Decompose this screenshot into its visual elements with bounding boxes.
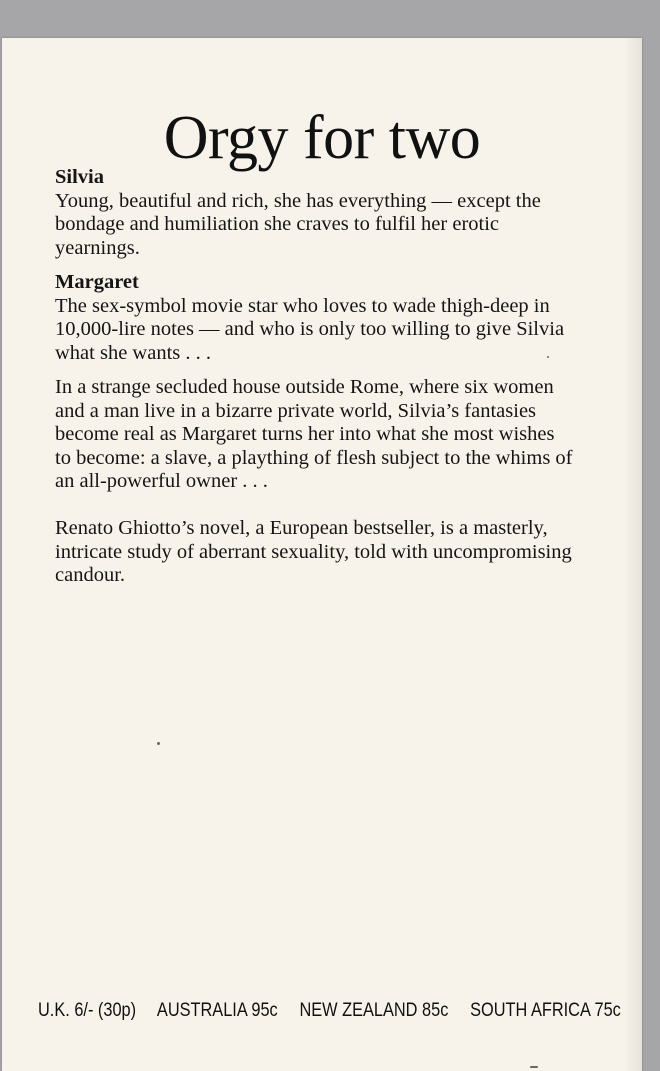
price-list [38, 1000, 621, 1022]
blurb-section-margaret [55, 271, 575, 365]
section-text-silvia: Young, beautiful and rich, she has everything — except the bondage and humiliation she craves to fulfil her erotic yearnings. [55, 189, 541, 259]
blurb-section-silvia [55, 166, 575, 260]
blurb-section-ghiotto [55, 517, 575, 588]
section-text-rome: In a strange secluded house outside Rome, where six women and a man live in a bizarre private world, Silvia’s fantasies become real as Margaret turns her into what she most wishes to become: a slave, a plaything of flesh subject to the whims of an all-powerful owner . . . [55, 376, 573, 492]
price-new-zealand: NEW ZEALAND 85c [299, 1000, 449, 1021]
section-heading-margaret: Margaret [55, 271, 139, 293]
paper-speck [547, 356, 549, 358]
section-text-ghiotto: Renato Ghiotto’s novel, a European bestseller, is a masterly, intricate study of aberrant sexuality, told with uncompromising candour. [55, 517, 572, 586]
section-heading-silvia: Silvia [55, 166, 104, 188]
paper-speck [530, 1066, 538, 1068]
cover-edge-shadow [624, 38, 642, 1071]
paper-speck [157, 742, 160, 745]
price-australia: AUSTRALIA 95c [156, 1000, 278, 1021]
book-back-cover [2, 38, 642, 1071]
price-south-africa: SOUTH AFRICA 75c [470, 1000, 621, 1021]
price-uk: U.K. 6/- (30p) [38, 1000, 137, 1021]
section-text-margaret: The sex-symbol movie star who loves to wade thigh-deep in 10,000-lire notes — and who is only too willing to give Silvia what she wants . . . [55, 294, 565, 364]
book-title: Orgy for two [163, 104, 481, 172]
blurb-section-rome [55, 376, 575, 494]
